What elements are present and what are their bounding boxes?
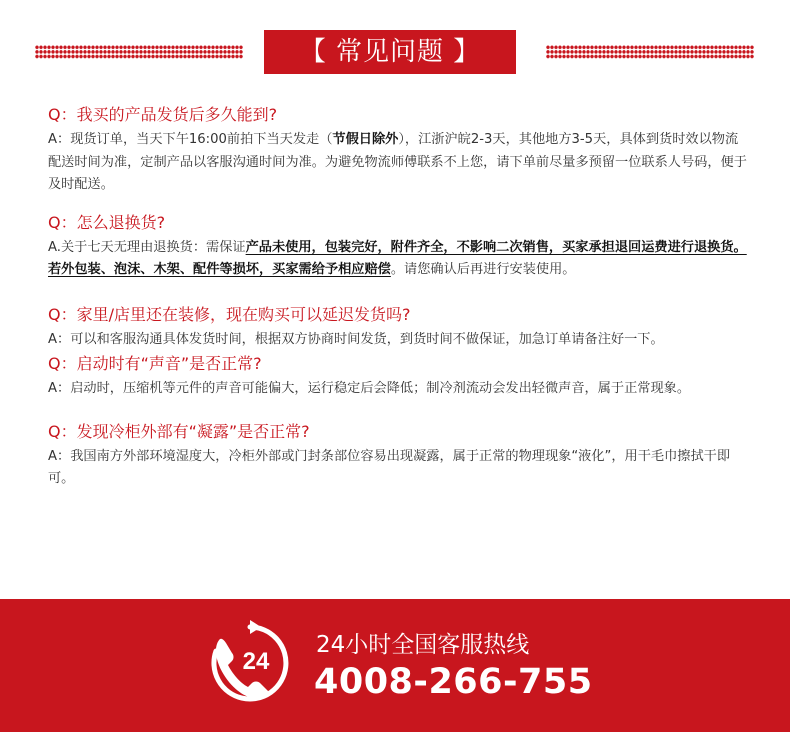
faq-item-startup-noise [48,353,748,401]
answer-text: 。请您确认后再进行安装使用。 [390,262,576,277]
faq-item-delivery [48,104,748,197]
dotted-decoration-left [35,45,243,59]
section-header [0,30,790,74]
faq-item-returns [48,212,748,282]
faq-answer: A：可以和客服沟通具体发货时间，根据双方协商时间发货，到货时间不做保证，加急订单请备注好一下。 [48,331,664,347]
answer-emphasis-underlined: 产品未使用，包装完好，附件齐全，不影响二次销售，买家承担退回运费进行退换货。若外包装、泡沫、木架、配件等损坏，买家需给予相应赔偿 [48,239,747,277]
dotted-decoration-right [546,45,754,59]
badge-24-label: 24 [242,648,270,675]
faq-answer: A：启动时，压缩机等元件的声音可能偏大，运行稳定后会降低；制冷剂流动会发出轻微声音，属于正常现象。 [48,381,691,396]
faq-answer [48,129,748,197]
hotline-banner [0,599,790,732]
section-title: 【 常见问题 】 [264,30,516,74]
answer-text: A.关于七天无理由退换货：需保证 [48,239,246,255]
faq-question: Q：我买的产品发货后多久能到? [48,105,278,124]
faq-item-delayed-shipping [48,304,748,352]
faq-question: Q：启动时有“声音”是否正常? [48,354,262,373]
answer-text: ），江浙沪皖2-3天，其他地方3-5天，具体到货时效以物流配送时间为准，定制产品以客服沟通时间为准。为避免物流师傅联系不上您，请下单前尽量多预留一位联系人号码，便于及时配送。 [48,132,747,192]
faq-list [48,104,748,491]
phone-24h-icon [206,619,294,707]
faq-question: Q：怎么退换货? [48,212,166,232]
answer-text: A：现货订单，当天下午16:00前拍下当天发走（ [48,132,333,147]
faq-item-condensation [48,421,748,491]
hotline-label: 24小时全国客服热线 [316,632,530,658]
faq-question: Q：家里/店里还在装修，现在购买可以延迟发货吗? [48,304,411,324]
hotline-phone-number: 4008-266-755 [314,662,593,702]
faq-answer [48,237,748,282]
faq-answer: A：我国南方外部环境湿度大，冷柜外部或门封条部位容易出现凝露，属于正常的物理现象“液化”，用干毛巾擦拭干即可。 [48,448,731,486]
faq-question: Q：发现冷柜外部有“凝露”是否正常? [48,421,310,441]
answer-emphasis: 节假日除外 [332,132,399,147]
